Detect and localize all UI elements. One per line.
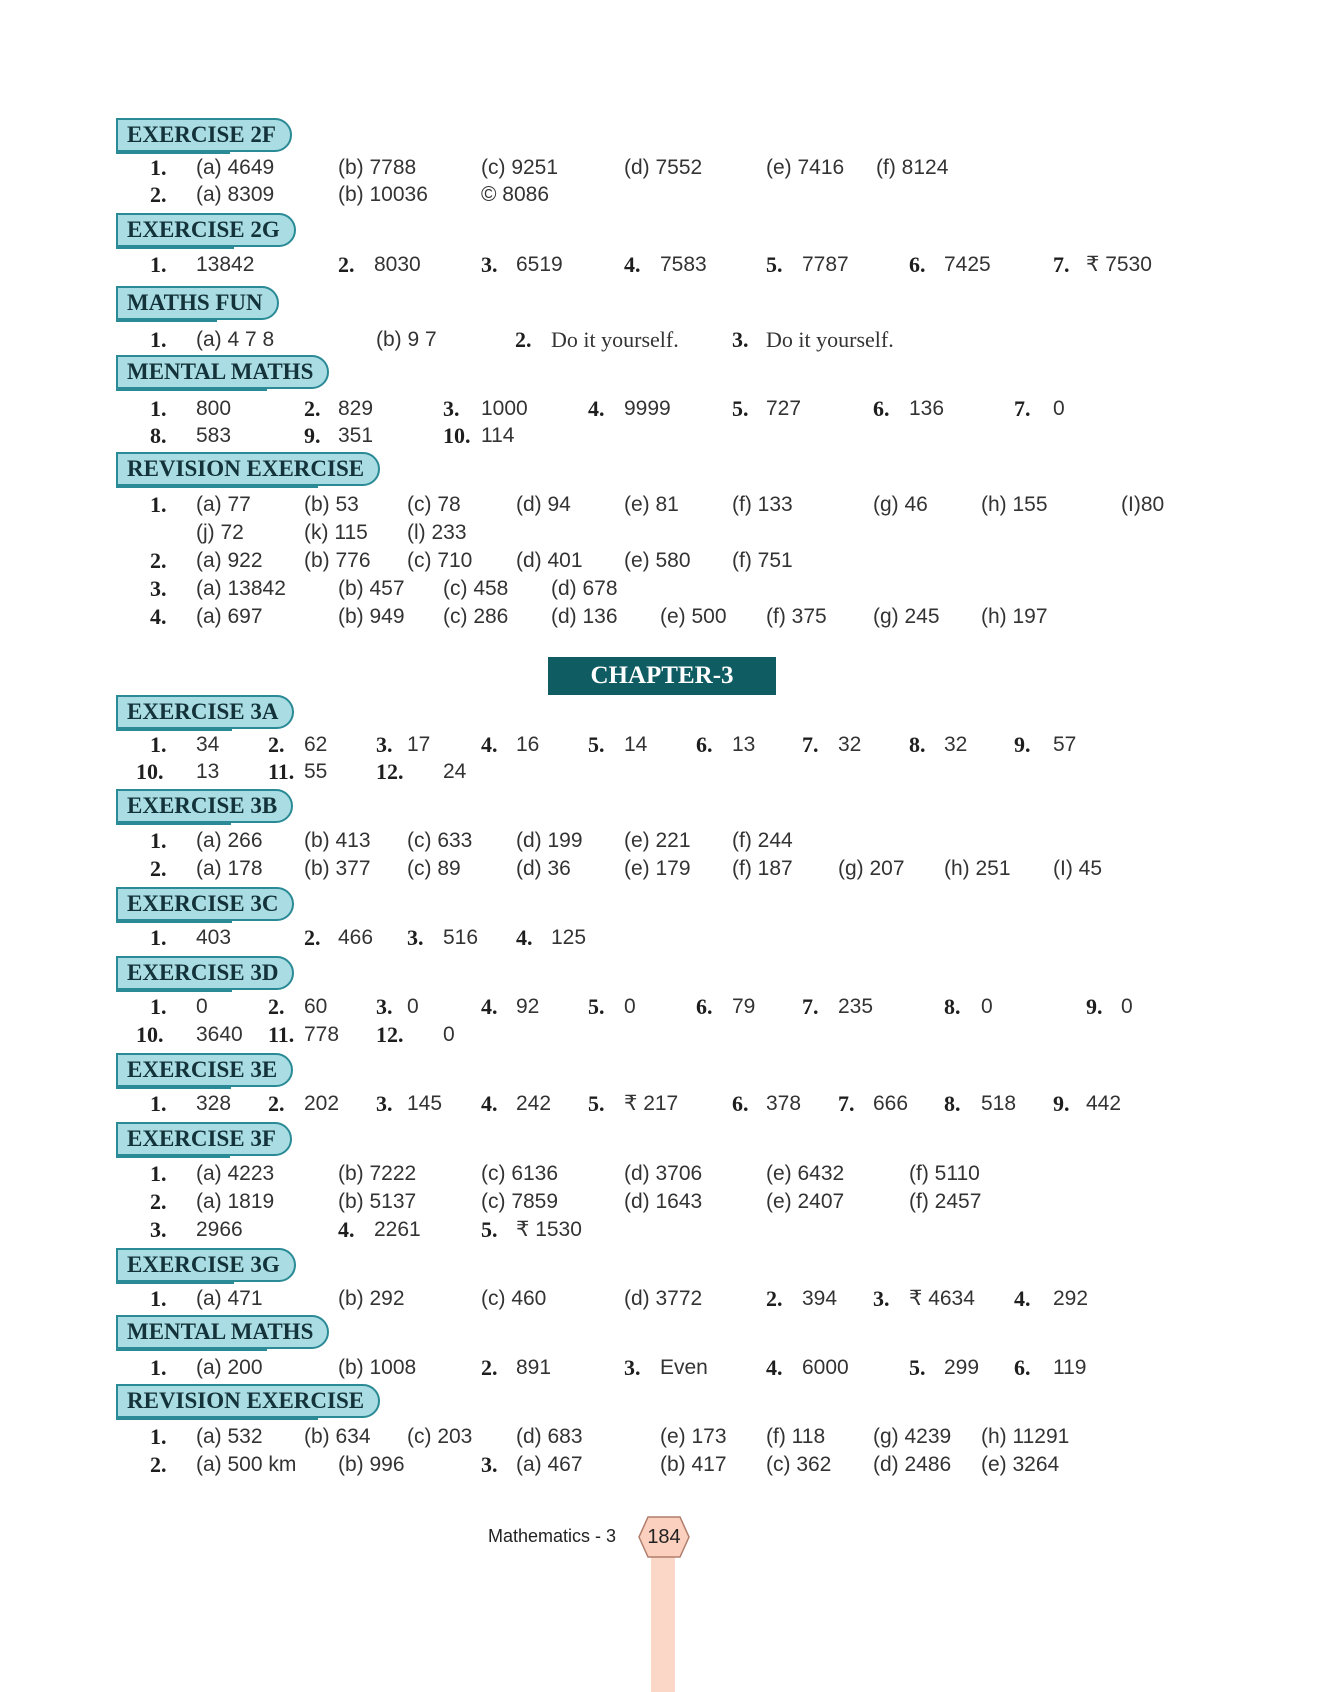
answer-row [0, 1216, 1332, 1244]
answer-value: 292 [1053, 1287, 1089, 1310]
answer-d: (d) 136 [551, 605, 618, 628]
answer-a: (a) 532 [196, 1425, 263, 1448]
question-number: 4. [624, 252, 641, 277]
answer-e: (e) 2407 [766, 1190, 845, 1213]
answer-b: (b) 413 [304, 829, 371, 852]
question-number: 2. [268, 732, 285, 757]
section-heading-exercise-3e: EXERCISE 3E [116, 1053, 293, 1087]
question-number: 7. [1053, 252, 1070, 277]
answer-c: (c) 458 [443, 577, 509, 600]
answer-c: (c) 286 [443, 605, 509, 628]
answer-d: (d) 3706 [624, 1162, 703, 1185]
question-number: 1. [150, 492, 167, 517]
answer-row [0, 326, 1332, 354]
answer-row [0, 993, 1332, 1021]
question-number: 1. [150, 396, 167, 421]
question-number: 3. [407, 925, 424, 950]
answer-value: 0 [407, 995, 419, 1018]
answer-row [0, 1285, 1332, 1313]
answer-h: (h) 251 [944, 857, 1011, 880]
answer-a: (a) 922 [196, 549, 263, 572]
answer-j: (j) 72 [196, 521, 244, 544]
answer-a: (a) 13842 [196, 577, 286, 600]
answer-value: 92 [516, 995, 540, 1018]
answer-row [0, 491, 1332, 519]
answer-value: 0 [981, 995, 993, 1018]
section-heading-exercise-2g: EXERCISE 2G [116, 213, 296, 247]
question-number: 6. [873, 396, 890, 421]
answer-a: (a) 4223 [196, 1162, 275, 1185]
answer-f: (f) 187 [732, 857, 793, 880]
answer-value: 235 [838, 995, 874, 1018]
section-heading-revision-exercise: REVISION EXERCISE [116, 1384, 380, 1418]
question-number: 12. [376, 1022, 404, 1047]
answer-value: 242 [516, 1092, 552, 1115]
answer-value: 583 [196, 424, 232, 447]
answer-value: 442 [1086, 1092, 1122, 1115]
answer-row [0, 1451, 1332, 1479]
answer-c: (c) 362 [766, 1453, 832, 1476]
answer-a: (a) 697 [196, 605, 263, 628]
answer-value: 666 [873, 1092, 909, 1115]
answer-value: 891 [516, 1356, 552, 1379]
answer-d: (d) 94 [516, 493, 571, 516]
question-number: 1. [150, 1286, 167, 1311]
section-heading-exercise-3b: EXERCISE 3B [116, 789, 293, 823]
question-number: 6. [909, 252, 926, 277]
answer-b: (b) 457 [338, 577, 405, 600]
answer-value: 17 [407, 733, 431, 756]
question-number: 11. [268, 1022, 295, 1047]
answer-row [0, 1188, 1332, 1216]
answer-value: 0 [196, 995, 208, 1018]
question-number: 2. [150, 548, 167, 573]
answer-value: 202 [304, 1092, 340, 1115]
answer-row [0, 422, 1332, 450]
question-number: 7. [802, 994, 819, 1019]
question-number: 3. [873, 1286, 890, 1311]
answer-value: 2261 [374, 1218, 421, 1241]
answer-f: (f) 133 [732, 493, 793, 516]
page-tab-strip [651, 1552, 675, 1692]
section-heading-exercise-3d: EXERCISE 3D [116, 956, 294, 990]
answer-b: (b) 5137 [338, 1190, 417, 1213]
answer-e: (e) 173 [660, 1425, 727, 1448]
answer-row [0, 1090, 1332, 1118]
question-number: 5. [732, 396, 749, 421]
answer-row [0, 1423, 1332, 1451]
question-number: 11. [268, 759, 295, 784]
answer-e: (e) 81 [624, 493, 679, 516]
answer-value: 2966 [196, 1218, 243, 1241]
answer-b: (b) 10036 [338, 183, 428, 206]
question-number: 1. [150, 1091, 167, 1116]
section-heading-maths-fun: MATHS FUN [116, 286, 279, 320]
answer-value: 7787 [802, 253, 849, 276]
answer-row [0, 395, 1332, 423]
section-heading-mental-maths: MENTAL MATHS [116, 355, 329, 389]
answer-k: (k) 115 [304, 521, 368, 544]
answer-a: (a) 1819 [196, 1190, 275, 1213]
answer-a: (a) 500 km [196, 1453, 297, 1476]
question-number: 7. [838, 1091, 855, 1116]
answer-a: (a) 266 [196, 829, 263, 852]
answer-value: 145 [407, 1092, 443, 1115]
answer-b: (b) 7222 [338, 1162, 417, 1185]
question-number: 1. [150, 925, 167, 950]
answer-value: ₹ 217 [624, 1092, 679, 1115]
question-number: 7. [802, 732, 819, 757]
answer-b: (b) 949 [338, 605, 405, 628]
answer-i: (I) 45 [1053, 857, 1103, 880]
answer-c: (c) 710 [407, 549, 473, 572]
answer-value: 7425 [944, 253, 991, 276]
question-number: 2. [338, 252, 355, 277]
answer-b: (b) 776 [304, 549, 371, 572]
answer-e: (e) 580 [624, 549, 691, 572]
answer-value: 394 [802, 1287, 838, 1310]
question-number: 1. [150, 1161, 167, 1186]
answer-value: 24 [443, 760, 467, 783]
answer-value: ₹ 7530 [1086, 253, 1152, 276]
answer-f: (f) 5110 [909, 1162, 980, 1185]
answer-a: (a) 4649 [196, 156, 275, 179]
question-number: 2. [515, 327, 532, 352]
question-number: 3. [481, 1452, 498, 1477]
answer-row [0, 519, 1332, 547]
answer-value: 299 [944, 1356, 980, 1379]
question-number: 1. [150, 732, 167, 757]
answer-c: (c) 78 [407, 493, 461, 516]
answer-d: (d) 1643 [624, 1190, 703, 1213]
answer-c: (c) 89 [407, 857, 461, 880]
question-number: 3. [150, 1217, 167, 1242]
answer-e: (e) 7416 [766, 156, 845, 179]
question-number: 9. [1014, 732, 1031, 757]
answer-c: (c) 633 [407, 829, 473, 852]
answer-value: ₹ 1530 [516, 1218, 582, 1241]
answer-g: (g) 46 [873, 493, 928, 516]
answer-value: Do it yourself. [551, 327, 679, 352]
answer-d: (d) 678 [551, 577, 618, 600]
answer-value: 13 [732, 733, 756, 756]
answer-row [0, 731, 1332, 759]
answer-value: 136 [909, 397, 945, 420]
answer-d: (d) 3772 [624, 1287, 703, 1310]
answer-c: © 8086 [481, 183, 550, 206]
answer-row [0, 603, 1332, 631]
answer-h: (h) 197 [981, 605, 1048, 628]
book-title: Mathematics - 3 [488, 1526, 617, 1546]
answer-value: 800 [196, 397, 232, 420]
section-heading-exercise-2f: EXERCISE 2F [116, 118, 292, 152]
question-number: 3. [624, 1355, 641, 1380]
answer-a: (a) 4 7 8 [196, 328, 275, 351]
question-number: 2. [150, 1452, 167, 1477]
answer-g: (g) 207 [838, 857, 905, 880]
answer-i: (I)80 [1121, 493, 1165, 516]
question-number: 8. [150, 423, 167, 448]
question-number: 5. [481, 1217, 498, 1242]
answer-a: (a) 178 [196, 857, 263, 880]
chapter-banner: CHAPTER-3 [548, 657, 776, 695]
answer-value: 125 [551, 926, 587, 949]
answer-value: 32 [944, 733, 968, 756]
answer-row [0, 575, 1332, 603]
answer-value: Even [660, 1356, 708, 1379]
answer-d: (d) 401 [516, 549, 583, 572]
question-number: 12. [376, 759, 404, 784]
answer-a: (a) 467 [516, 1453, 583, 1476]
answer-value: 351 [338, 424, 374, 447]
question-number: 10. [136, 759, 164, 784]
answer-g: (g) 4239 [873, 1425, 952, 1448]
answer-c: (c) 9251 [481, 156, 559, 179]
answer-a: (a) 77 [196, 493, 251, 516]
question-number: 3. [376, 994, 393, 1019]
question-number: 2. [481, 1355, 498, 1380]
question-number: 4. [150, 604, 167, 629]
answer-b: (b) 634 [304, 1425, 371, 1448]
answer-value: 60 [304, 995, 328, 1018]
question-number: 5. [588, 1091, 605, 1116]
question-number: 9. [1053, 1091, 1070, 1116]
question-number: 3. [150, 576, 167, 601]
answer-b: (b) 53 [304, 493, 359, 516]
answer-c: (c) 460 [481, 1287, 547, 1310]
section-heading-exercise-3a: EXERCISE 3A [116, 695, 294, 729]
answer-row [0, 1354, 1332, 1382]
section-heading-exercise-3g: EXERCISE 3G [116, 1248, 296, 1282]
answer-value: 7583 [660, 253, 707, 276]
answer-d: (d) 683 [516, 1425, 583, 1448]
answer-value: 9999 [624, 397, 671, 420]
answer-value: 16 [516, 733, 540, 756]
answer-d: (d) 2486 [873, 1453, 952, 1476]
question-number: 1. [150, 1424, 167, 1449]
section-heading-revision-exercise: REVISION EXERCISE [116, 452, 380, 486]
question-number: 5. [766, 252, 783, 277]
answer-a: (a) 8309 [196, 183, 275, 206]
answer-value: 3640 [196, 1023, 243, 1046]
answer-value: 57 [1053, 733, 1077, 756]
answer-f: (f) 8124 [876, 156, 949, 179]
question-number: 1. [150, 994, 167, 1019]
answer-value: 114 [481, 424, 515, 447]
question-number: 5. [588, 732, 605, 757]
question-number: 2. [766, 1286, 783, 1311]
question-number: 2. [268, 1091, 285, 1116]
question-number: 2. [304, 925, 321, 950]
answer-f: (f) 751 [732, 549, 793, 572]
question-number: 4. [1014, 1286, 1031, 1311]
answer-f: (f) 2457 [909, 1190, 982, 1213]
answer-row [0, 855, 1332, 883]
question-number: 4. [516, 925, 533, 950]
answer-b: (b) 377 [304, 857, 371, 880]
question-number: 1. [150, 828, 167, 853]
question-number: 4. [481, 994, 498, 1019]
answer-f: (f) 375 [766, 605, 827, 628]
answer-value: 328 [196, 1092, 232, 1115]
question-number: 3. [376, 732, 393, 757]
question-number: 10. [443, 423, 471, 448]
answer-value: 0 [1053, 397, 1065, 420]
question-number: 2. [150, 856, 167, 881]
answer-a: (a) 471 [196, 1287, 263, 1310]
answer-value: 14 [624, 733, 648, 756]
answer-value: 34 [196, 733, 220, 756]
answer-value: 119 [1053, 1356, 1087, 1379]
answer-b: (b) 9 7 [376, 328, 437, 351]
answer-row [0, 924, 1332, 952]
answer-row [0, 251, 1332, 279]
question-number: 1. [150, 155, 167, 180]
question-number: 8. [944, 994, 961, 1019]
answer-h: (h) 155 [981, 493, 1048, 516]
answer-g: (g) 245 [873, 605, 940, 628]
question-number: 5. [909, 1355, 926, 1380]
answer-row [0, 1021, 1332, 1049]
page-number: 184 [647, 1526, 681, 1548]
question-number: 9. [1086, 994, 1103, 1019]
question-number: 9. [304, 423, 321, 448]
answer-e: (e) 179 [624, 857, 691, 880]
answer-f: (f) 244 [732, 829, 793, 852]
answer-e: (e) 500 [660, 605, 727, 628]
section-heading-mental-maths: MENTAL MATHS [116, 1315, 329, 1349]
answer-c: (c) 6136 [481, 1162, 559, 1185]
answer-b: (b) 292 [338, 1287, 405, 1310]
question-number: 3. [732, 327, 749, 352]
answer-row [0, 1160, 1332, 1188]
answer-value: 378 [766, 1092, 802, 1115]
answer-value: 55 [304, 760, 328, 783]
answer-value: 32 [838, 733, 862, 756]
answer-b: (b) 7788 [338, 156, 417, 179]
answer-c: (c) 203 [407, 1425, 473, 1448]
question-number: 1. [150, 327, 167, 352]
answer-e: (e) 6432 [766, 1162, 845, 1185]
answer-b: (b) 996 [338, 1453, 405, 1476]
answer-value: 727 [766, 397, 802, 420]
answer-value: Do it yourself. [766, 327, 894, 352]
answer-row [0, 827, 1332, 855]
question-number: 6. [696, 994, 713, 1019]
question-number: 4. [481, 732, 498, 757]
answer-row [0, 547, 1332, 575]
answer-value: ₹ 4634 [909, 1287, 975, 1310]
answer-value: 13 [196, 760, 220, 783]
question-number: 2. [150, 182, 167, 207]
answer-d: (d) 36 [516, 857, 571, 880]
answer-value: 13842 [196, 253, 255, 276]
question-number: 1. [150, 252, 167, 277]
answer-d: (d) 7552 [624, 156, 703, 179]
answer-value: 778 [304, 1023, 340, 1046]
question-number: 2. [150, 1189, 167, 1214]
section-heading-exercise-3c: EXERCISE 3C [116, 887, 294, 921]
answer-e: (e) 221 [624, 829, 691, 852]
answer-c: (c) 7859 [481, 1190, 559, 1213]
answer-value: 518 [981, 1092, 1017, 1115]
question-number: 8. [944, 1091, 961, 1116]
question-number: 6. [1014, 1355, 1031, 1380]
answer-e: (e) 3264 [981, 1453, 1060, 1476]
section-heading-exercise-3f: EXERCISE 3F [116, 1122, 292, 1156]
question-number: 2. [268, 994, 285, 1019]
question-number: 5. [588, 994, 605, 1019]
question-number: 1. [150, 1355, 167, 1380]
answer-row [0, 154, 1332, 182]
answer-value: 516 [443, 926, 479, 949]
question-number: 6. [732, 1091, 749, 1116]
answer-value: 0 [1121, 995, 1133, 1018]
answer-d: (d) 199 [516, 829, 583, 852]
answer-value: 466 [338, 926, 374, 949]
answer-b: (b) 417 [660, 1453, 727, 1476]
answer-value: 829 [338, 397, 374, 420]
answer-value: 6519 [516, 253, 563, 276]
answer-a: (a) 200 [196, 1356, 263, 1379]
question-number: 2. [304, 396, 321, 421]
question-number: 4. [766, 1355, 783, 1380]
answer-value: 8030 [374, 253, 421, 276]
answer-value: 79 [732, 995, 756, 1018]
answer-value: 6000 [802, 1356, 849, 1379]
answer-b: (b) 1008 [338, 1356, 417, 1379]
answer-l: (l) 233 [407, 521, 467, 544]
question-number: 4. [481, 1091, 498, 1116]
question-number: 4. [588, 396, 605, 421]
question-number: 10. [136, 1022, 164, 1047]
question-number: 7. [1014, 396, 1031, 421]
answer-value: 1000 [481, 397, 528, 420]
answer-h: (h) 11291 [981, 1425, 1070, 1448]
question-number: 3. [376, 1091, 393, 1116]
answer-row [0, 758, 1332, 786]
answer-value: 0 [443, 1023, 455, 1046]
answer-f: (f) 118 [766, 1425, 826, 1448]
question-number: 6. [696, 732, 713, 757]
answer-value: 403 [196, 926, 232, 949]
answer-value: 62 [304, 733, 328, 756]
question-number: 3. [443, 396, 460, 421]
answer-row [0, 181, 1332, 209]
question-number: 3. [481, 252, 498, 277]
answer-value: 0 [624, 995, 636, 1018]
question-number: 4. [338, 1217, 355, 1242]
question-number: 8. [909, 732, 926, 757]
